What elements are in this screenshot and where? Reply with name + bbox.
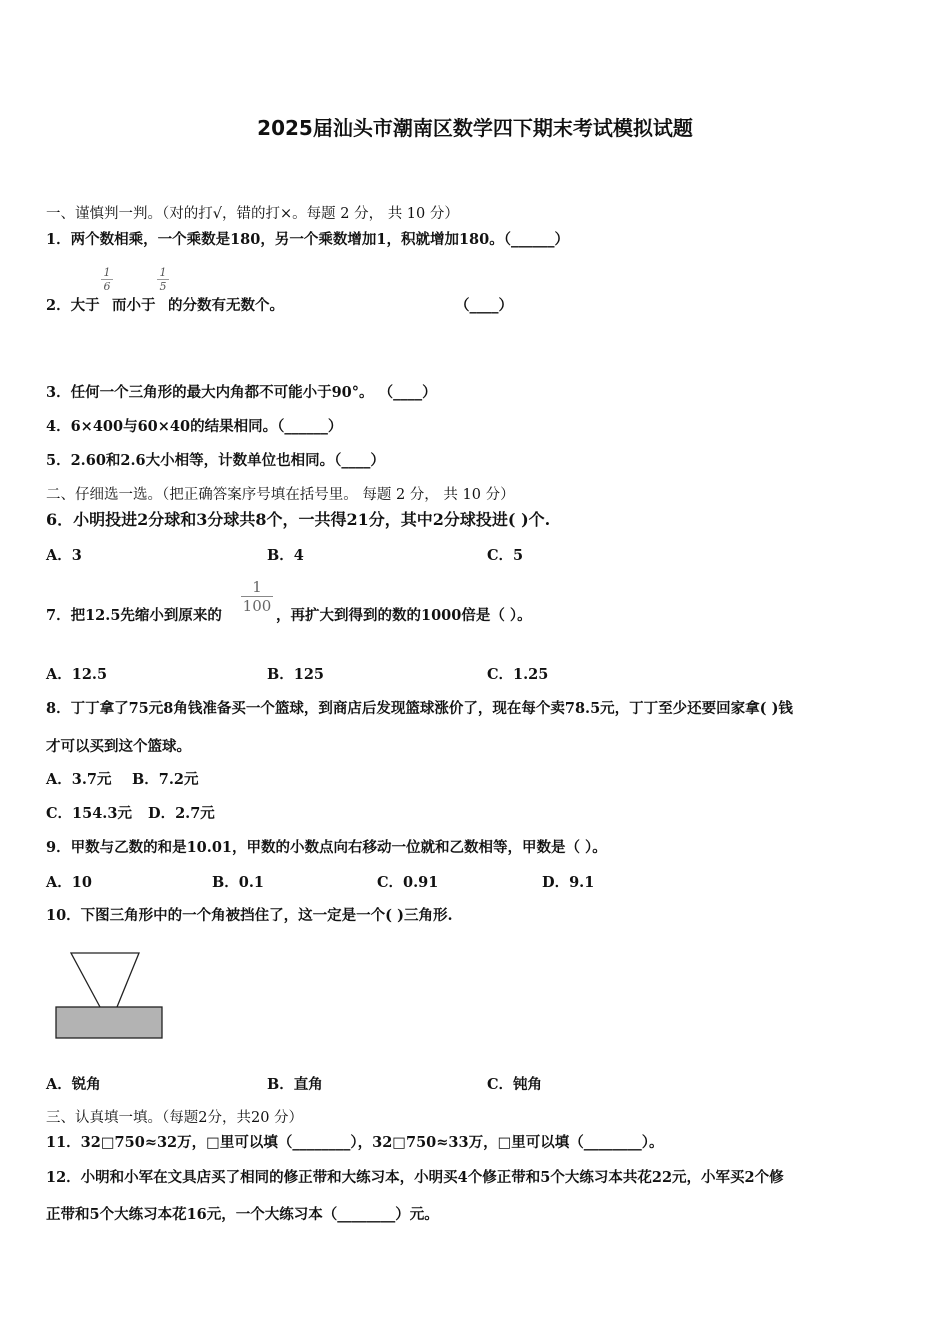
question-7-part-a: 7．把12.5先缩小到原来的 <box>46 607 222 624</box>
covered-triangle-figure <box>52 948 168 1044</box>
question-7-part-b: ，再扩大到得到的数的1000倍是（ ）。 <box>276 607 532 624</box>
question-7-option-a: A．12.5 <box>46 666 108 683</box>
fraction-numerator: 1 <box>159 266 167 279</box>
question-10: 10．下图三角形中的一个角被挡住了，这一定是一个( )三角形. <box>46 907 453 924</box>
question-2-part-b: 而小于 <box>112 297 156 314</box>
question-8-line-1: 8．丁丁拿了75元8角钱准备买一个篮球，到商店后发现篮球涨价了，现在每个卖78.5元，丁丁至少还要回家拿( )钱 <box>46 700 793 717</box>
section-3-heading: 三、认真填一填。（每题2分，共20 分） <box>46 1110 304 1126</box>
question-9: 9．甲数与乙数的和是10.01，甲数的小数点向右移动一位就和乙数相等，甲数是（ ）。 <box>46 839 607 856</box>
question-8-option-c: C．154.3元 <box>46 805 132 822</box>
fraction-one-sixth <box>101 266 113 293</box>
question-6-option-c: C．5 <box>487 547 524 564</box>
question-8-line-2: 才可以买到这个篮球。 <box>46 738 191 755</box>
question-8-option-d: D．2.7元 <box>148 805 215 822</box>
question-9-option-c: C．0.91 <box>377 874 439 891</box>
question-2-part-c: 的分数有无数个。 <box>168 297 284 314</box>
question-12-line-1: 12．小明和小军在文具店买了相同的修正带和大练习本，小明买4个修正带和5个大练习本共花22元，小军买2个修 <box>46 1169 784 1186</box>
question-4: 4．6×400与60×40的结果相同。（______） <box>46 418 343 435</box>
question-7-option-c: C．1.25 <box>487 666 549 683</box>
section-1-heading: 一、谨慎判一判。（对的打√，错的打×。每题 2 分， 共 10 分） <box>46 206 459 222</box>
question-10-option-c: C．钝角 <box>487 1076 543 1093</box>
fraction-denominator: 5 <box>157 279 169 293</box>
fraction-one-fifth <box>157 266 169 293</box>
question-1: 1．两个数相乘，一个乘数是180，另一个乘数增加1，积就增加180。（______） <box>46 231 569 248</box>
question-2-blank: （____） <box>455 297 513 314</box>
covering-rectangle <box>56 1007 162 1038</box>
question-9-option-b: B．0.1 <box>212 874 264 891</box>
question-8-option-b: B．7.2元 <box>132 771 199 788</box>
question-7-option-b: B．125 <box>267 666 325 683</box>
page-title: 2025届汕头市潮南区数学四下期末考试模拟试题 <box>257 116 693 140</box>
question-6-option-b: B．4 <box>267 547 304 564</box>
question-10-option-b: B．直角 <box>267 1076 323 1093</box>
triangle-outline <box>71 953 139 1007</box>
fraction-numerator: 1 <box>241 578 273 597</box>
question-6: 6．小明投进2分球和3分球共8个，一共得21分，其中2分球投进( )个. <box>46 510 551 529</box>
fraction-denominator: 100 <box>242 597 272 615</box>
question-6-option-a: A．3 <box>46 547 82 564</box>
fraction-one-hundredth <box>241 578 273 615</box>
question-9-option-d: D．9.1 <box>542 874 595 891</box>
question-11: 11．32□750≈32万，□里可以填（________），32□750≈33万，□里可以填（________）。 <box>46 1134 664 1151</box>
section-2-heading: 二、仔细选一选。（把正确答案序号填在括号里。 每题 2 分， 共 10 分） <box>46 487 515 503</box>
question-8-option-a: A．3.7元 <box>46 771 112 788</box>
fraction-denominator: 6 <box>101 279 113 293</box>
question-5: 5．2.60和2.6大小相等，计数单位也相同。（____） <box>46 452 385 469</box>
question-10-option-a: A．锐角 <box>46 1076 101 1093</box>
question-3: 3．任何一个三角形的最大内角都不可能小于90°。 （____） <box>46 384 437 401</box>
question-12-line-2: 正带和5个大练习本花16元，一个大练习本（________）元。 <box>46 1206 439 1223</box>
question-2-part-a: 2．大于 <box>46 297 100 314</box>
question-9-option-a: A．10 <box>46 874 92 891</box>
fraction-numerator: 1 <box>103 266 111 279</box>
